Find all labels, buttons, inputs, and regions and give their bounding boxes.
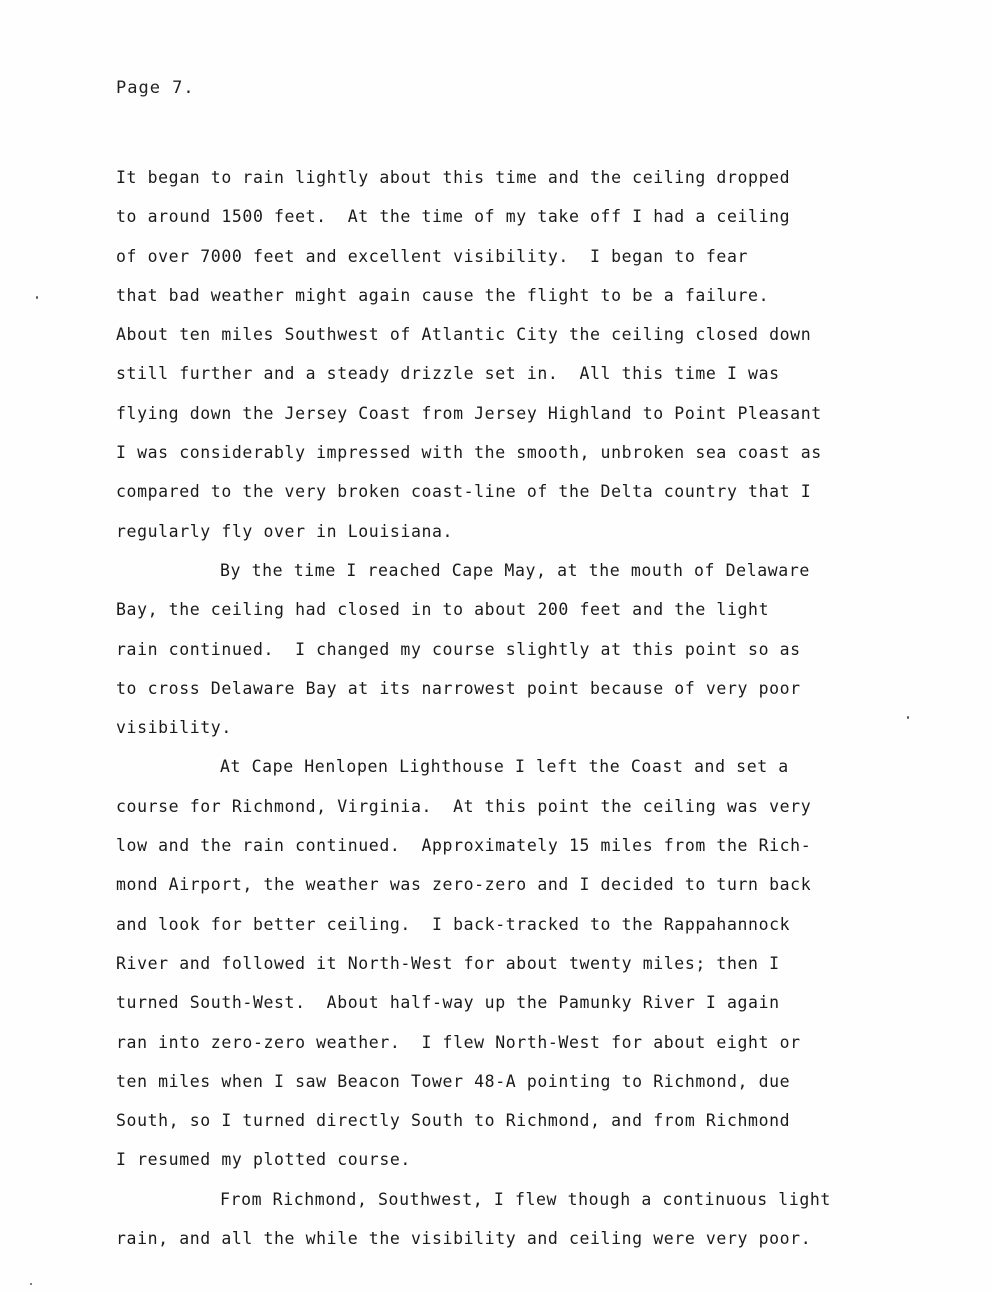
text-line: and look for better ceiling. I back-tracked to the Rappahannock xyxy=(116,914,791,934)
text-line: rain continued. I changed my course slightly at this point so as xyxy=(116,639,801,659)
text-line: to cross Delaware Bay at its narrowest point because of very poor xyxy=(116,678,801,698)
text-line: I resumed my plotted course. xyxy=(116,1150,411,1170)
text-line: low and the rain continued. Approximately 15 miles from the Rich- xyxy=(116,836,812,856)
text-line: visibility. xyxy=(116,718,232,738)
page-number: Page 7. xyxy=(116,78,195,98)
text-line: mond Airport, the weather was zero-zero and I decided to turn back xyxy=(116,875,812,895)
text-line: turned South-West. About half-way up the Pamunky River I again xyxy=(116,993,780,1013)
text-line: regularly fly over in Louisiana. xyxy=(116,521,454,541)
text-line: rain, and all the while the visibility and ceiling were very poor. xyxy=(116,1229,812,1249)
stray-mark xyxy=(30,1283,32,1285)
text-line: River and followed it North-West for about twenty miles; then I xyxy=(116,953,780,973)
text-line: By the time I reached Cape May, at the mouth of Delaware xyxy=(220,560,810,580)
text-line: Bay, the ceiling had closed in to about 200 feet and the light xyxy=(116,600,770,620)
stray-mark xyxy=(36,296,38,299)
text-line: of over 7000 feet and excellent visibility. I began to fear xyxy=(116,246,749,266)
text-line: ten miles when I saw Beacon Tower 48-A pointing to Richmond, due xyxy=(116,1071,791,1091)
text-line: flying down the Jersey Coast from Jersey Highland to Point Pleasant xyxy=(116,403,822,423)
text-line: course for Richmond, Virginia. At this point the ceiling was very xyxy=(116,796,812,816)
text-line: ran into zero-zero weather. I flew North-West for about eight or xyxy=(116,1032,801,1052)
stray-mark xyxy=(907,716,909,719)
text-line: From Richmond, Southwest, I flew though a continuous light xyxy=(220,1189,831,1209)
text-line: compared to the very broken coast-line of the Delta country that I xyxy=(116,482,812,502)
text-line: About ten miles Southwest of Atlantic City the ceiling closed down xyxy=(116,325,812,345)
body-text xyxy=(116,158,916,1258)
text-line: that bad weather might again cause the flight to be a failure. xyxy=(116,285,770,305)
text-line: to around 1500 feet. At the time of my take off I had a ceiling xyxy=(116,207,791,227)
text-line: South, so I turned directly South to Richmond, and from Richmond xyxy=(116,1111,791,1131)
text-line: I was considerably impressed with the smooth, unbroken sea coast as xyxy=(116,443,822,463)
text-line: It began to rain lightly about this time and the ceiling dropped xyxy=(116,168,791,187)
text-line: still further and a steady drizzle set in. All this time I was xyxy=(116,364,780,384)
text-line: At Cape Henlopen Lighthouse I left the Coast and set a xyxy=(220,757,789,777)
